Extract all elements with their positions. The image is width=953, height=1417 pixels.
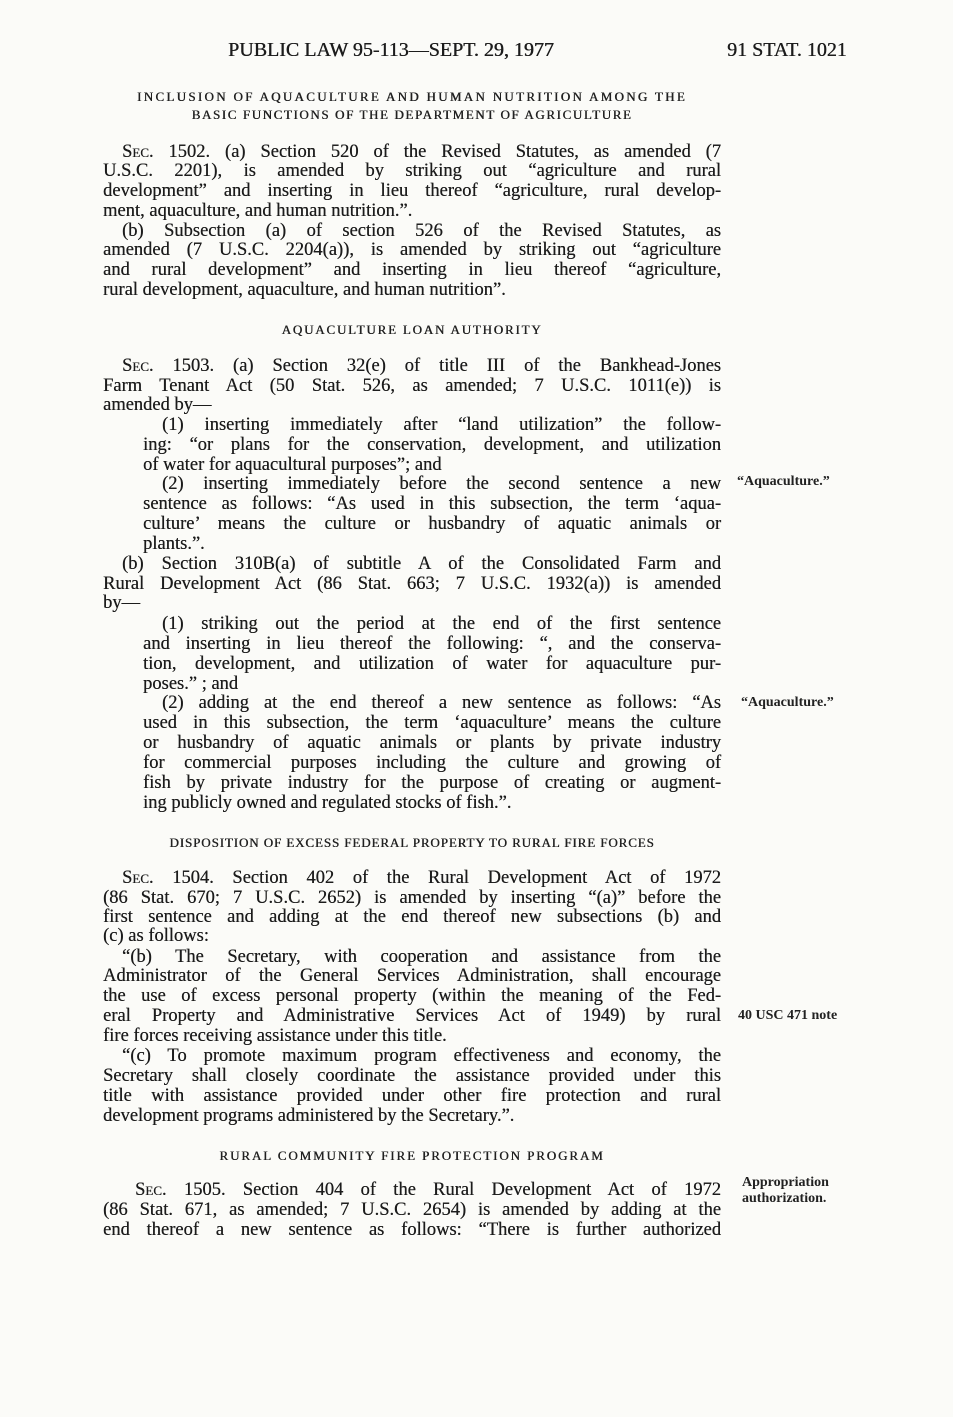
- section-label: Sec.: [122, 142, 154, 162]
- text-line: [122, 142, 721, 162]
- text-line: or husbandry of aquatic animals or plants by private industry: [143, 733, 721, 753]
- text-line: [122, 868, 721, 888]
- text-line-content: 1502. (a) Section 520 of the Revised Statutes, as amended (7: [168, 142, 722, 162]
- text-line: ing publicly owned and regulated stocks of fish.”.: [143, 793, 512, 813]
- section-heading: AQUACULTURE LOAN AUTHORITY: [281, 322, 543, 337]
- text-line: rural development, aquaculture, and human nutrition”.: [103, 280, 506, 300]
- page-number: 91 STAT. 1021: [727, 39, 847, 61]
- section-label: Sec.: [122, 868, 154, 888]
- text-line: by—: [103, 593, 140, 613]
- text-line: development programs administered by the Secretary.”.: [103, 1106, 515, 1126]
- text-line: (1) inserting immediately after “land utilization” the follow-: [162, 415, 721, 435]
- text-line: for commercial purposes including the culture and growing of: [143, 753, 721, 773]
- section-heading: DISPOSITION OF EXCESS FEDERAL PROPERTY TO RURAL FIRE FORCES: [169, 835, 655, 850]
- margin-note: “Aquaculture.”: [737, 474, 830, 489]
- text-line: and rural development” and inserting in lieu thereof “agriculture,: [103, 260, 721, 280]
- text-line: development” and inserting in lieu thereof “agriculture, rural develop-: [103, 181, 721, 201]
- text-line: tion, development, and utilization of water for aquaculture pur-: [143, 654, 721, 674]
- margin-note: Appropriation: [742, 1175, 829, 1190]
- margin-note: “Aquaculture.”: [741, 695, 834, 710]
- text-line: Secretary shall closely coordinate the assistance provided under this: [103, 1066, 721, 1086]
- section-heading: INCLUSION OF AQUACULTURE AND HUMAN NUTRITION AMONG THE: [137, 89, 687, 104]
- section-heading: BASIC FUNCTIONS OF THE DEPARTMENT OF AGRICULTURE: [191, 107, 633, 122]
- text-line: plants.”.: [143, 534, 205, 554]
- text-line: (86 Stat. 670; 7 U.S.C. 2652) is amended by inserting “(a)” before the: [103, 888, 721, 908]
- text-line: fire forces receiving assistance under this title.: [103, 1026, 447, 1046]
- text-line: Administrator of the General Services Administration, shall encourage: [103, 966, 721, 986]
- text-line: and inserting in lieu thereof the following: “, and the conserva-: [143, 634, 721, 654]
- section-heading: RURAL COMMUNITY FIRE PROTECTION PROGRAM: [219, 1148, 605, 1163]
- text-line: (2) inserting immediately before the second sentence a new: [162, 474, 721, 494]
- text-line: culture’ means the culture or husbandry of aquatic animals or: [143, 514, 721, 534]
- margin-note: authorization.: [742, 1191, 827, 1206]
- text-line: (c) as follows:: [103, 926, 209, 946]
- text-line: fish by private industry for the purpose of creating or augment-: [143, 773, 721, 793]
- section-label: Sec.: [122, 356, 154, 376]
- text-line: ment, aquaculture, and human nutrition.”.: [103, 201, 413, 221]
- text-line: (b) Subsection (a) of section 526 of the Revised Statutes, as: [122, 221, 721, 241]
- text-line: sentence as follows: “As used in this subsection, the term ‘aqua-: [143, 494, 721, 514]
- text-line: title with assistance provided under other fire protection and rural: [103, 1086, 721, 1106]
- text-line: of water for aquacultural purposes”; and: [143, 455, 442, 475]
- text-line: end thereof a new sentence as follows: “There is further authorized: [103, 1220, 721, 1240]
- text-line: amended by—: [103, 395, 212, 415]
- text-line: [122, 356, 721, 376]
- text-line: ing: “or plans for the conservation, development, and utilization: [143, 435, 721, 455]
- text-line: amended (7 U.S.C. 2204(a)), is amended by striking out “agriculture: [103, 240, 721, 260]
- text-line: (1) striking out the period at the end of the first sentence: [162, 614, 721, 634]
- text-line-content: 1504. Section 402 of the Rural Development Act of 1972: [172, 868, 721, 888]
- text-line: “(b) The Secretary, with cooperation and assistance from the: [122, 947, 721, 967]
- section-label: Sec.: [135, 1180, 167, 1200]
- text-line: used in this subsection, the term ‘aquaculture’ means the culture: [143, 713, 721, 733]
- text-line: poses.” ; and: [143, 674, 239, 694]
- text-line: Rural Development Act (86 Stat. 663; 7 U.S.C. 1932(a)) is amended: [103, 574, 721, 594]
- text-line: eral Property and Administrative Services Act of 1949) by rural: [103, 1006, 721, 1026]
- text-line: U.S.C. 2201), is amended by striking out “agriculture and rural: [103, 161, 721, 181]
- text-line: Farm Tenant Act (50 Stat. 526, as amended; 7 U.S.C. 1011(e)) is: [103, 376, 721, 396]
- margin-note: 40 USC 471 note: [738, 1008, 838, 1023]
- text-line: (86 Stat. 671, as amended; 7 U.S.C. 2654) is amended by adding at the: [103, 1200, 721, 1220]
- text-line: [135, 1180, 721, 1200]
- text-line: (2) adding at the end thereof a new sentence as follows: “As: [162, 693, 721, 713]
- running-head-title: PUBLIC LAW 95-113—SEPT. 29, 1977: [228, 39, 554, 61]
- text-line-content: 1505. Section 404 of the Rural Development Act of 1972: [183, 1180, 722, 1200]
- text-line-content: 1503. (a) Section 32(e) of title III of the Bankhead-Jones: [172, 356, 721, 376]
- text-line: “(c) To promote maximum program effectiveness and economy, the: [122, 1046, 721, 1066]
- text-line: first sentence and adding at the end thereof new subsections (b) and: [103, 907, 721, 927]
- text-line: the use of excess personal property (within the meaning of the Fed-: [103, 986, 721, 1006]
- text-line: (b) Section 310B(a) of subtitle A of the Consolidated Farm and: [122, 554, 721, 574]
